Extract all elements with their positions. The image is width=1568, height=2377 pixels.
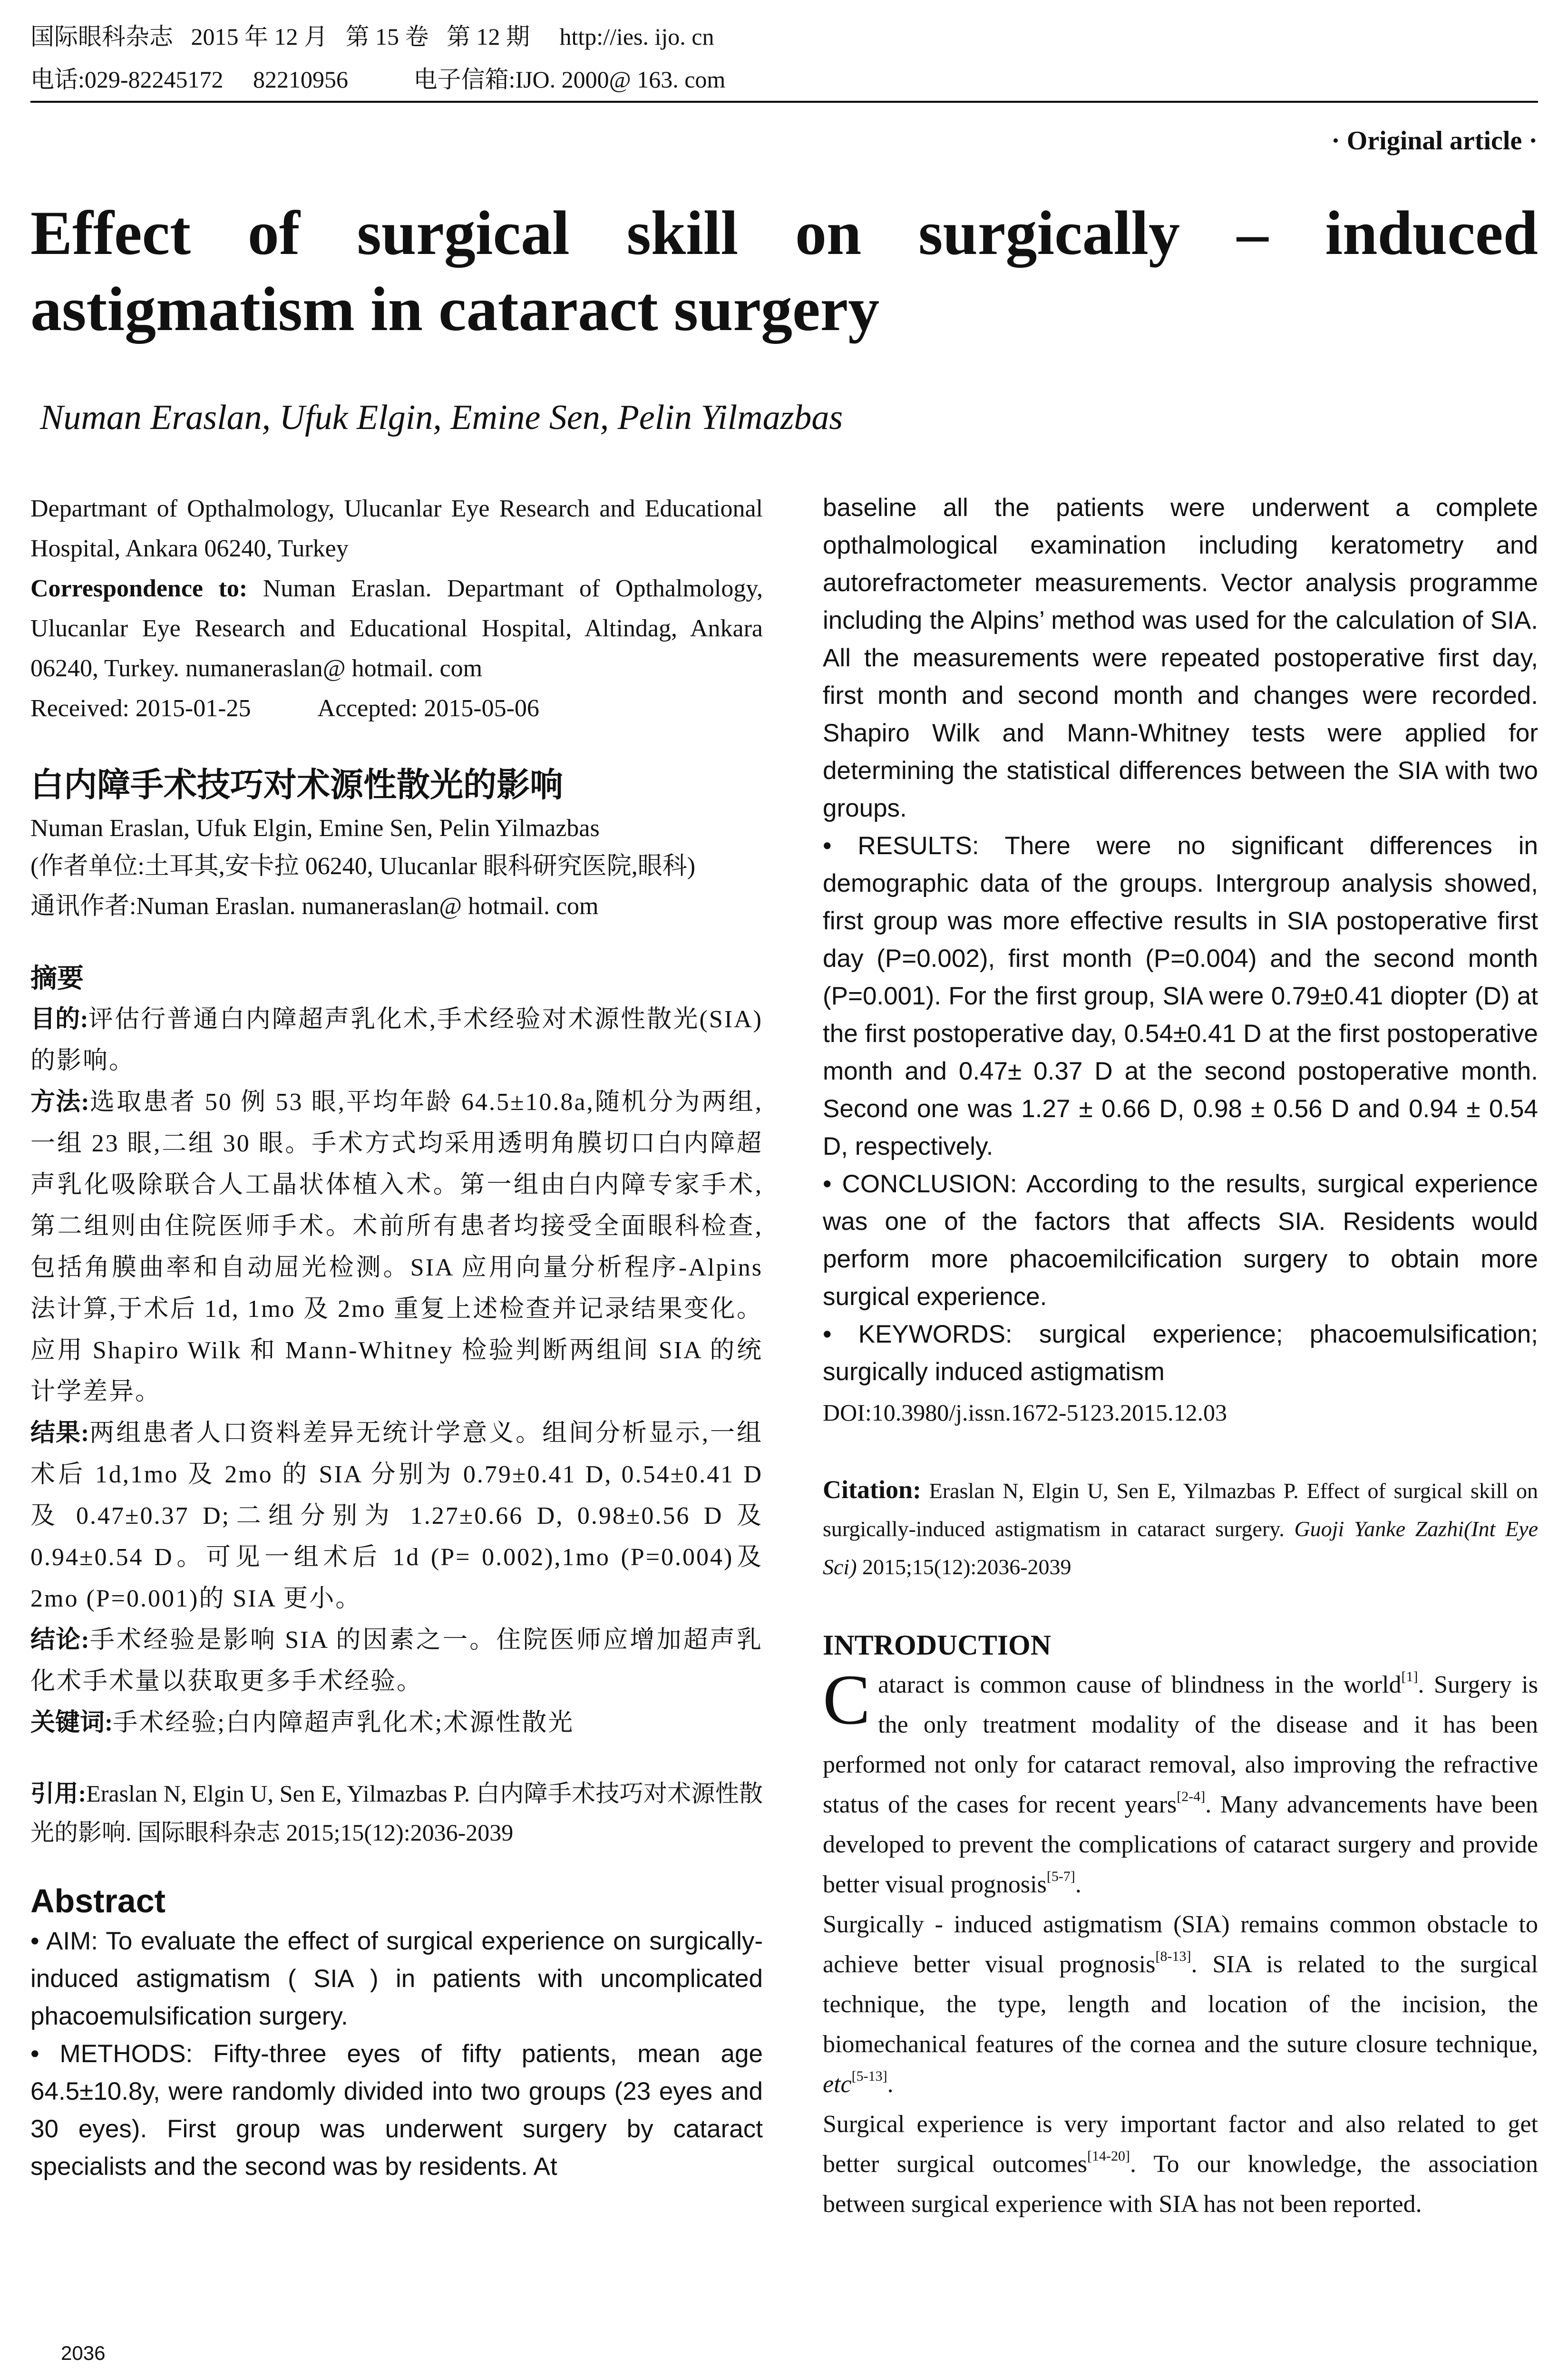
chinese-keywords-label: 关键词:: [30, 1709, 113, 1736]
abstract-methods-part1: • METHODS: Fifty-three eyes of fifty patients, mean age 64.5±10.8y, were randomly divided into two groups (23 eyes and 30 eyes). First group was underwent surgery by cataract specialists and the second was by residents. At: [30, 2040, 763, 2181]
journal-header-line1: 国际眼科杂志 2015 年 12 月 第 15 卷 第 12 期 http://ies. ijo. cn: [30, 23, 714, 50]
title-word: induced: [1325, 198, 1538, 268]
intro-text: .: [887, 2071, 894, 2098]
intro-text: . To our knowledge, the association between surgical experience with SIA has not been reported.: [823, 2151, 1538, 2218]
left-column: [30, 489, 763, 2185]
intro-text: Surgically - induced astigmatism (SIA) remains common obstacle to achieve better visual prognosis: [823, 1911, 1538, 1978]
journal-header-line2: 电话:029-82245172 82210956 电子信箱:IJO. 2000@ 163. com: [30, 66, 726, 93]
citation: [823, 1471, 1538, 1586]
chinese-conclusion-text: 手术经验是影响 SIA 的因素之一。住院医师应增加超声乳化术手术量以获取更多手术经验。: [30, 1627, 763, 1695]
article-title: [30, 195, 1538, 347]
citation-text: Eraslan N, Elgin U, Sen E, Yilmazbas P. Effect of surgical skill on surgically-induced astigmatism in cataract surgery.: [823, 1479, 1538, 1541]
title-word: on: [795, 198, 862, 268]
accepted-date: Accepted: 2015-05-06: [317, 695, 539, 722]
abstract-methods-part2: baseline all the patients were underwent a complete opthalmological examination including keratometry and autorefractometer measurements. Vector analysis programme including the Alpins’ method was used for the calculation of SIA. All the measurements were repeated postoperative first day, first month and second month and changes were recorded. Shapiro Wilk and Mann-Whitney tests were applied for determining the statistical differences between the SIA with two groups.: [823, 494, 1538, 822]
intro-text: ataract is common cause of blindness in the world: [878, 1671, 1402, 1698]
chinese-methods: [30, 1081, 763, 1413]
intro-paragraph-3: [823, 2104, 1538, 2224]
abstract-keywords: • KEYWORDS: surgical experience; phacoemulsification; surgically induced astigmatism: [823, 1320, 1538, 1386]
chinese-methods-label: 方法:: [30, 1089, 89, 1116]
title-word: skill: [626, 198, 739, 268]
received-date: Received: 2015-01-25: [30, 695, 251, 722]
dates: [30, 689, 763, 729]
chinese-abstract-heading: 摘要: [30, 964, 84, 994]
intro-text: . SIA is related to the surgical technique, the type, length and location of the incision, the biomechanical features of the cornea and the suture closure technique,: [823, 1951, 1538, 2058]
citation-journal: Guoji Yanke Zazhi(Int Eye Sci): [823, 1517, 1538, 1579]
correspondence-text: Numan Eraslan. Departmant of Opthalmology, Ulucanlar Eye Research and Educational Hospital, Altindag, Ankara 06240, Turkey. numaneraslan@ hotmail. com: [30, 575, 763, 682]
chinese-methods-text: 选取患者 50 例 53 眼,平均年龄 64.5±10.8a,随机分为两组,一组 23 眼,二组 30 眼。手术方式均采用透明角膜切口白内障超声乳化吸除联合人工晶状体植入术。第一组由白内障专家手术,第二组则由住院医师手术。术前所有患者均接受全面眼科检查,包括角膜曲率和自动屈光检测。SIA 应用向量分析程序-Alpins 法计算,于术后 1d, 1mo 及 2mo 重复上述检查并记录结果变化。应用 Shapiro Wilk 和 Mann-Whitney 检验判断两组间 SIA 的统计学差异。: [30, 1089, 763, 1405]
author-list: Numan Eraslan, Ufuk Elgin, Emine Sen, Pelin Yilmazbas: [40, 398, 843, 437]
title-word: surgically: [918, 198, 1180, 268]
affiliation-block: [30, 489, 763, 689]
chinese-results-label: 结果:: [30, 1420, 89, 1447]
header-rule: [30, 101, 1538, 103]
reference-marker[interactable]: [8-13]: [1155, 1948, 1191, 1964]
reference-marker[interactable]: [5-7]: [1046, 1869, 1075, 1884]
chinese-citation: [30, 1774, 763, 1852]
intro-text: .: [1075, 1871, 1081, 1898]
title-word: Effect: [30, 198, 191, 268]
chinese-keywords-text: 手术经验;白内障超声乳化术;术源性散光: [113, 1709, 575, 1736]
intro-paragraph-2: [823, 1905, 1538, 2104]
abstract-conclusion: • CONCLUSION: According to the results, surgical experience was one of the factors that affects SIA. Residents would perform more phacoemilcification surgery to obtain more surgical experience.: [823, 1170, 1538, 1311]
chinese-citation-text: Eraslan N, Elgin U, Sen E, Yilmazbas P. 白内障手术技巧对术源性散光的影响. 国际眼科杂志 2015;15(12):2036-2039: [30, 1780, 763, 1846]
reference-marker[interactable]: [2-4]: [1177, 1789, 1206, 1804]
chinese-purpose-text: 评估行普通白内障超声乳化术,手术经验对术源性散光(SIA)的影响。: [30, 1006, 763, 1074]
intro-text: etc: [823, 2071, 852, 2098]
chinese-correspondence: 通讯作者:Numan Eraslan. numaneraslan@ hotmail. com: [30, 893, 599, 920]
title-word: –: [1237, 198, 1268, 268]
drop-cap: C: [823, 1660, 871, 1739]
abstract-heading: Abstract: [30, 1882, 166, 1919]
citation-text-end: 2015;15(12):2036-2039: [857, 1555, 1071, 1579]
chinese-purpose-label: 目的:: [30, 1006, 88, 1033]
chinese-citation-label: 引用:: [30, 1780, 87, 1807]
title-word: of: [247, 198, 300, 268]
reference-marker[interactable]: [14-20]: [1087, 2148, 1130, 2164]
correspondence-label: Correspondence to:: [30, 575, 248, 602]
reference-marker[interactable]: [5-13]: [851, 2068, 887, 2084]
chinese-title: 白内障手术技巧对术源性散光的影响: [30, 767, 563, 804]
reference-marker[interactable]: [1]: [1401, 1669, 1418, 1685]
page-number: 2036: [61, 2342, 106, 2364]
intro-text: . Many advancements have been developed to prevent the complications of cataract surgery and provide better visual prognosis: [823, 1791, 1538, 1898]
chinese-authors: Numan Eraslan, Ufuk Elgin, Emine Sen, Pelin Yilmazbas: [30, 815, 600, 842]
title-line-2: astigmatism in cataract surgery: [30, 274, 880, 344]
title-word: surgical: [357, 198, 570, 268]
chinese-conclusion-label: 结论:: [30, 1627, 89, 1654]
doi: DOI:10.3980/j.issn.1672-5123.2015.12.03: [823, 1399, 1227, 1426]
chinese-affiliation: (作者单位:土耳其,安卡拉 06240, Ulucanlar 眼科研究医院,眼科): [30, 853, 696, 880]
introduction-heading: INTRODUCTION: [823, 1629, 1052, 1661]
abstract-results: • RESULTS: There were no significant differences in demographic data of the groups. Intergroup analysis showed, first group was more effective results in SIA postoperative first day (P=0.002), first month (P=0.004) and the second month (P=0.001). For the first group, SIA were 0.79±0.41 diopter (D) at the first postoperative day, 0.54±0.41 D at the first postoperative month and 0.47± 0.37 D at the second postoperative month. Second one was 1.27 ± 0.66 D, 0.98 ± 0.56 D and 0.94 ± 0.54 D, respectively.: [823, 832, 1538, 1160]
affiliation: Departmant of Opthalmology, Ulucanlar Eye Research and Educational Hospital, Ankara 06240, Turkey: [30, 495, 763, 562]
citation-label: Citation:: [823, 1475, 921, 1504]
correspondence: [30, 569, 763, 689]
chinese-keywords: [30, 1702, 763, 1744]
chinese-conclusion: [30, 1619, 763, 1702]
intro-paragraph-1: [823, 1660, 1538, 1905]
abstract-aim: • AIM: To evaluate the effect of surgical experience on surgically- induced astigmatism ( SIA ) in patients with uncomplicated phacoemulsification surgery.: [30, 1927, 763, 2030]
chinese-results-text: 两组患者人口资料差异无统计学意义。组间分析显示,一组术后 1d,1mo 及 2mo 的 SIA 分别为 0.79±0.41 D, 0.54±0.41 D 及 0.47±0.37 D;二组分别为 1.27±0.66 D, 0.98±0.56 D 及 0.94±0.54 D。可见一组术后 1d (P= 0.002),1mo (P=0.004)及 2mo (P=0.001)的 SIA 更小。: [30, 1420, 763, 1612]
intro-text: Surgical experience is very important factor and also related to get better surgical outcomes: [823, 2111, 1538, 2178]
right-column: [823, 489, 1538, 2224]
title-line-1: [30, 195, 1538, 271]
intro-text: . Surgery is the only treatment modality of the disease and it has been performed not only for cataract removal, also improving the refractive status of the cases for recent years: [823, 1671, 1538, 1818]
chinese-purpose: [30, 999, 763, 1081]
article-type-label: · Original article ·: [1331, 126, 1538, 156]
chinese-results: [30, 1413, 763, 1619]
